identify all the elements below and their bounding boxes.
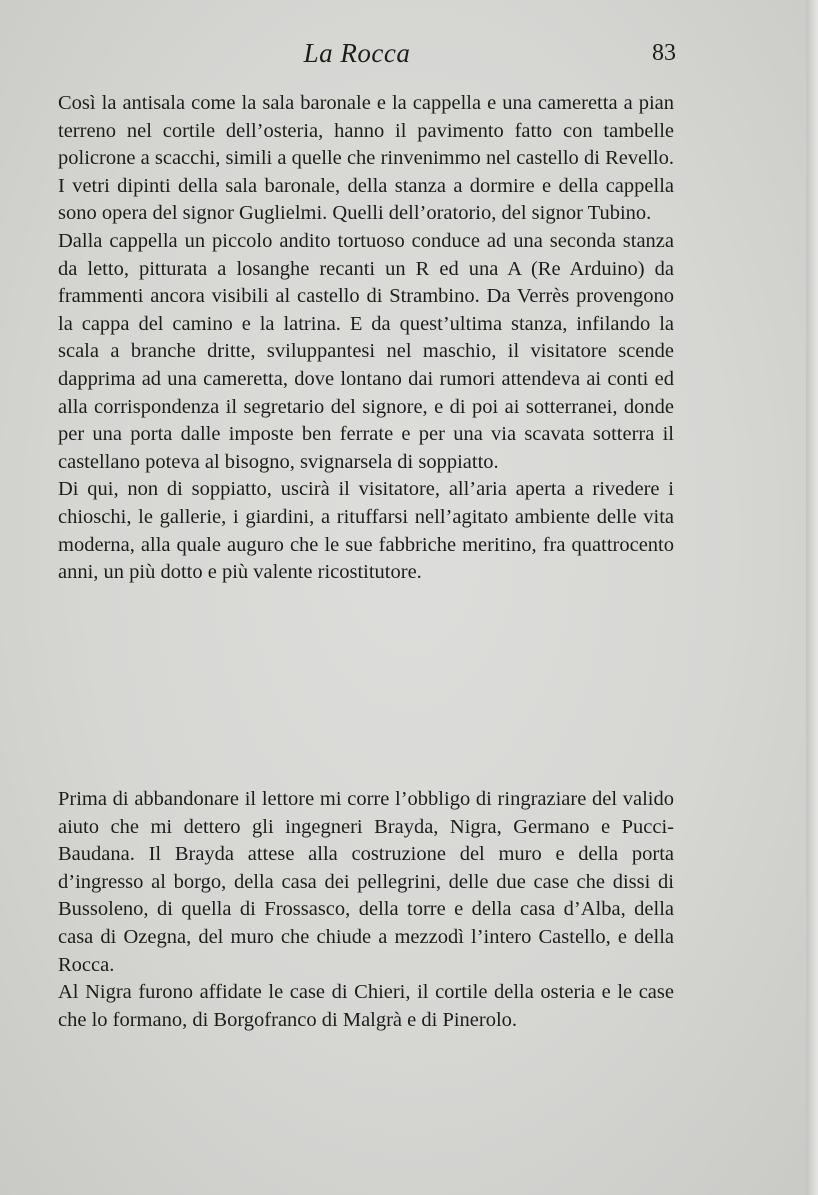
paragraph: Dalla cappella un piccolo andito tortuoso conduce ad una seconda stanza da letto, pitturata a losanghe recanti un R ed una A (Re Arduino) da frammenti ancora visibili al castello di Strambino. Da Verrès provengono la cappa del camino e la latrina. E da quest’ultima stanza, infilando la scala a branche dritte, sviluppantesi nel maschio, il visitatore scende dapprima ad una cameretta, dove lontano dai rumori attendeva ai conti ed alla corrispondenza il segretario del signore, e di poi ai sotterranei, donde per una porta dalle imposte ben ferrate e per una via scavata sotterra il castellano poteva al bisogno, svignarsela di soppiatto. xyxy=(58,229,674,473)
text-block-acknowledgements xyxy=(58,786,674,1034)
running-title: La Rocca xyxy=(303,38,411,68)
page-number: 83 xyxy=(652,40,676,66)
page-edge-shadow xyxy=(806,0,818,1195)
paragraph: Prima di abbandonare il lettore mi corre l’obbligo di ringraziare del valido aiuto che mi dettero gli ingegneri Brayda, Nigra, Germano e Pucci-Baudana. Il Brayda attese alla costruzione del muro e della porta d’ingresso al borgo, della casa dei pellegrini, delle due case che dissi di Bussoleno, di quella di Frossasco, della torre e della casa d’Alba, della casa di Ozegna, del muro che chiude a mezzodì l’intero Castello, e della Rocca. xyxy=(58,788,674,976)
text-block-main xyxy=(58,90,674,587)
paragraph: Di qui, non di soppiatto, uscirà il visitatore, all’aria aperta a rivedere i chioschi, le gallerie, i giardini, a rituffarsi nell’agitato ambiente delle vita moderna, alla quale auguro che le sue fabbriche meritino, fra quattrocento anni, un più dotto e più valente ricostitutore. xyxy=(58,478,674,584)
page-header xyxy=(0,36,818,76)
paragraph: Al Nigra furono affidate le case di Chieri, il cortile della osteria e le case che lo formano, di Borgofranco di Malgrà e di Pinerolo. xyxy=(58,981,674,1031)
paragraph: Così la antisala come la sala baronale e la cappella e una cameretta a pian terreno nel cortile dell’osteria, hanno il pavimento fatto con tambelle policrone a scacchi, simili a quelle che rinvenimmo nel castello di Revello. I vetri dipinti della sala baronale, della stanza a dormire e della cappella sono opera del signor Guglielmi. Quelli dell’oratorio, del signor Tubino. xyxy=(58,92,674,225)
